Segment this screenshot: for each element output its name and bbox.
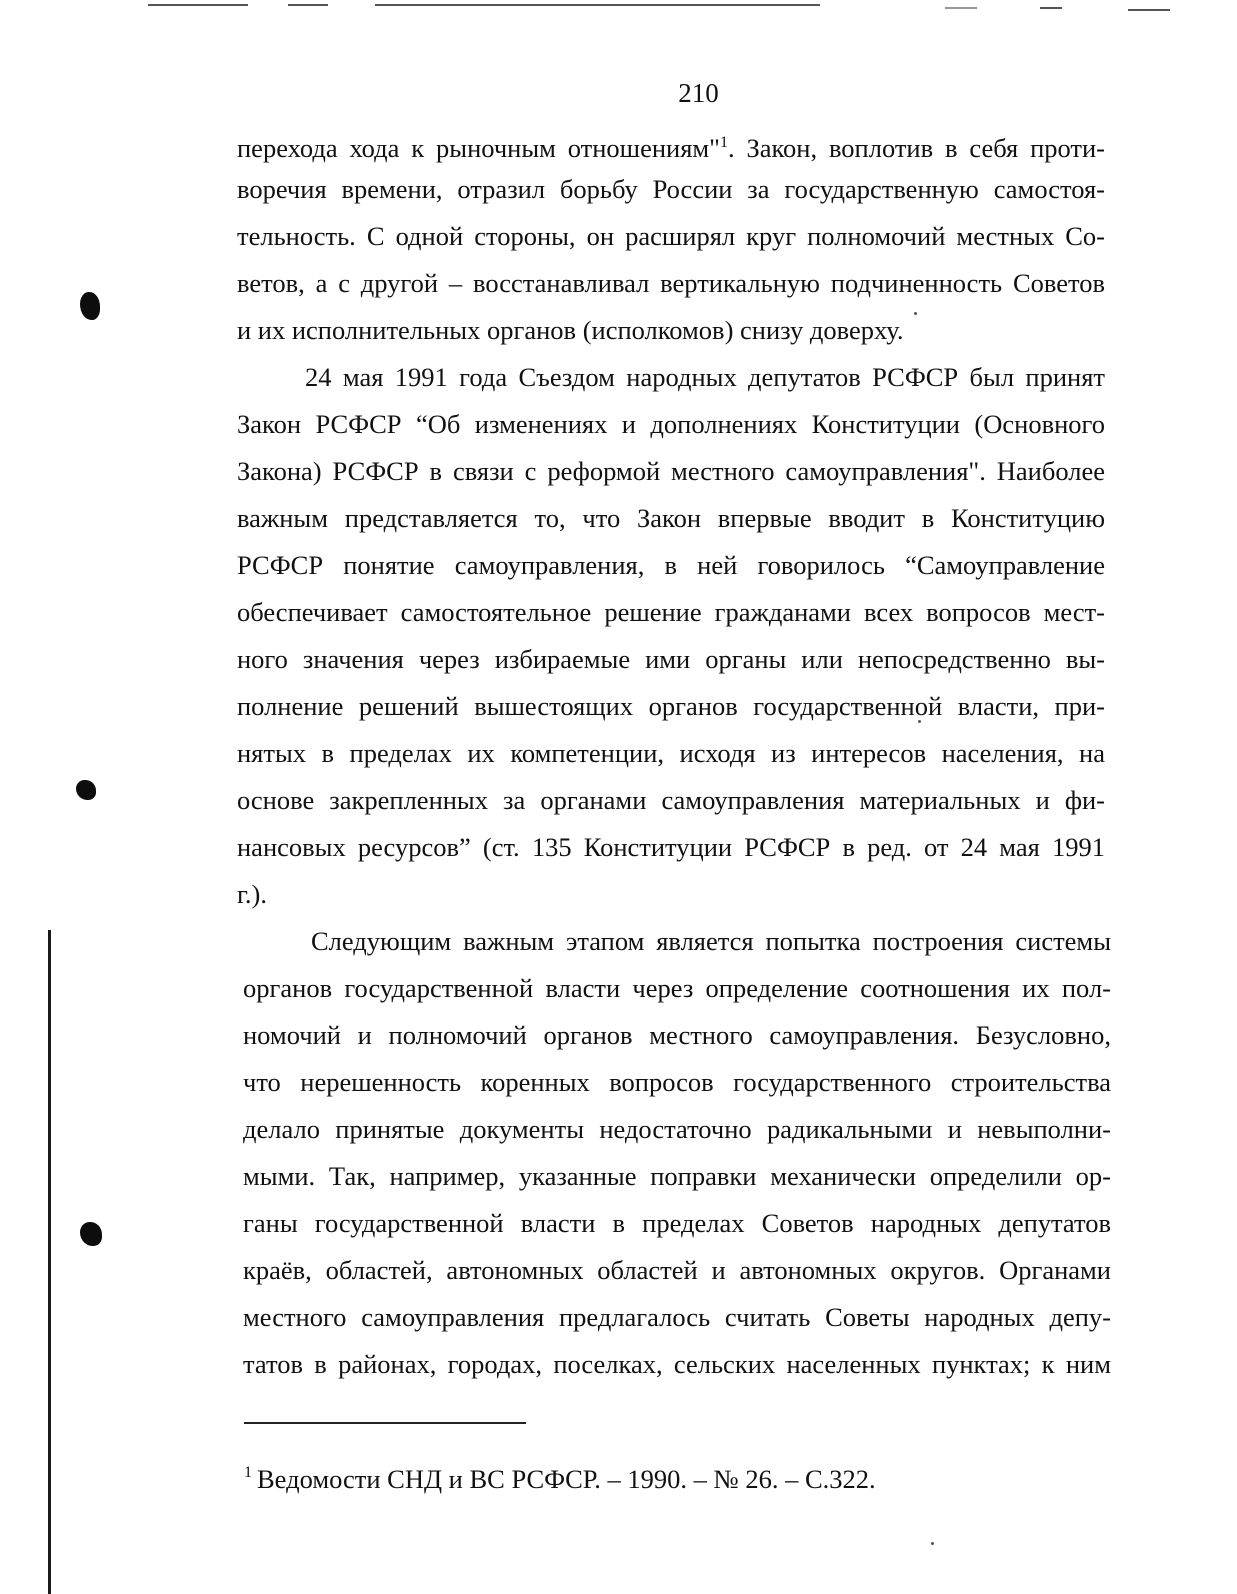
binding-hole-mark [80, 1222, 102, 1246]
text-line: РСФСР понятие самоуправления, в ней говорилось “Самоуправление [237, 550, 1105, 580]
text-line: краёв, областей, автономных областей и автономных округов. Органами [243, 1255, 1111, 1285]
scan-artifact-top-rule [148, 4, 248, 6]
text-line: тельность. С одной стороны, он расширял круг полномочий местных Со- [237, 221, 1105, 251]
text-line-end: . Закон, воплотив в себя проти- [727, 132, 1106, 163]
text-line: основе закрепленных за органами самоуправления материальных и фи- [237, 785, 1105, 815]
text-line: г.). [237, 879, 267, 909]
footnote [244, 1456, 876, 1496]
text-line: мыми. Так, например, указанные поправки механически определили ор- [243, 1161, 1111, 1191]
footnote-reference: 1 [719, 134, 728, 151]
text-line: ганы государственной власти в пределах Советов народных депутатов [243, 1208, 1111, 1238]
text-line: полнение решений вышестоящих органов государственной власти, при- [237, 691, 1105, 721]
binding-hole-mark [80, 292, 100, 320]
scan-artifact-top-rule [1040, 7, 1062, 9]
scan-artifact-top-rule [375, 4, 820, 6]
text-line [237, 126, 1105, 165]
footnote-marker: 1 [244, 1464, 252, 1481]
text-line: 24 мая 1991 года Съездом народных депутатов РСФСР был принят [305, 362, 1105, 392]
page-number: 210 [678, 78, 719, 108]
text-line: воречия времени, отразил борьбу России за государственную самостоя- [237, 174, 1105, 204]
text-line: нятых в пределах их компетенции, исходя из интересов населения, на [237, 738, 1105, 768]
scan-artifact-top-rule [945, 7, 977, 9]
scan-artifact-top-rule [288, 4, 328, 6]
text-line: номочий и полномочий органов местного самоуправления. Безусловно, [243, 1020, 1111, 1050]
text-line: ного значения через избираемые ими органы или непосредственно вы- [237, 644, 1105, 674]
text-line: делало принятые документы недостаточно радикальными и невыполни- [243, 1114, 1111, 1144]
footnote-separator [244, 1422, 526, 1424]
binding-hole-mark [76, 780, 96, 800]
footnote-text: Ведомости СНД и ВС РСФСР. – 1990. – № 26. – С.322. [257, 1464, 876, 1494]
text-line-start: перехода хода к рыночным отношениям" [237, 132, 720, 163]
scan-speck [914, 312, 917, 315]
text-line: органов государственной власти через определение соотношения их пол- [243, 973, 1111, 1003]
text-line: и их исполнительных органов (исполкомов) снизу доверху. [237, 315, 904, 345]
scan-artifact-top-rule [1128, 9, 1170, 11]
text-line: местного самоуправления предлагалось считать Советы народных депу- [243, 1302, 1111, 1332]
text-line: Закон РСФСР “Об изменениях и дополнениях Конституции (Основного [237, 409, 1105, 439]
text-line: обеспечивает самостоятельное решение гражданами всех вопросов мест- [237, 597, 1105, 627]
text-line: нансовых ресурсов” (ст. 135 Конституции РСФСР в ред. от 24 мая 1991 [237, 832, 1105, 862]
text-line: Следующим важным этапом является попытка построения системы [311, 926, 1111, 956]
text-line: Закона) РСФСР в связи с реформой местного самоуправления". Наиболее [237, 456, 1105, 486]
scan-artifact-left-edge-line [48, 930, 51, 1594]
text-line: что нерешенность коренных вопросов государственного строительства [243, 1067, 1111, 1097]
text-line: важным представляется то, что Закон впервые вводит в Конституцию [237, 503, 1105, 533]
text-line: ветов, а с другой – восстанавливал вертикальную подчиненность Советов [237, 268, 1105, 298]
text-line: татов в районах, городах, поселках, сельских населенных пунктах; к ним [243, 1349, 1111, 1379]
scan-speck [931, 1542, 934, 1545]
